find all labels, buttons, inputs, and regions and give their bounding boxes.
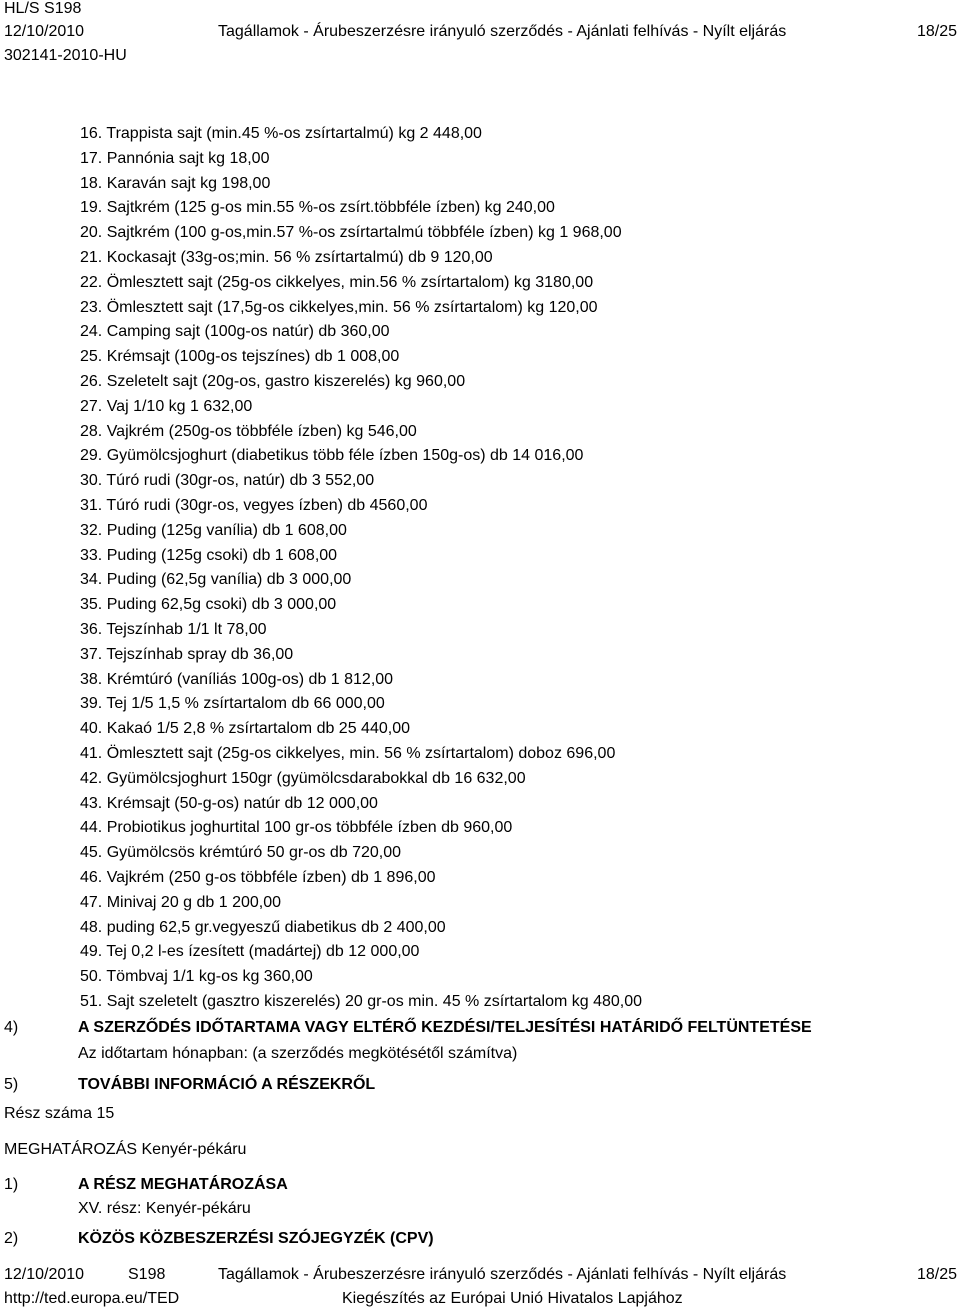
section-number: 4) <box>4 1019 19 1036</box>
list-item: 41. Ömlesztett sajt (25g-os cikkelyes, min. 56 % zsírtartalom) doboz 696,00 <box>80 744 616 762</box>
list-item: 17. Pannónia sajt kg 18,00 <box>80 149 270 167</box>
footer-page-number: 18/25 <box>916 1266 957 1283</box>
list-item: 25. Krémsajt (100g-os tejszínes) db 1 008,00 <box>80 348 400 366</box>
section-number: 2) <box>4 1230 19 1247</box>
ted-link[interactable]: http://ted.europa.eu/TED <box>4 1290 180 1307</box>
list-item: 40. Kakaó 1/5 2,8 % zsírtartalom db 25 440,00 <box>80 720 410 738</box>
footer-code: S198 <box>128 1266 166 1283</box>
list-item: 48. puding 62,5 gr.vegyeszű diabetikus db 2 400,00 <box>80 918 446 936</box>
list-item: 37. Tejszínhab spray db 36,00 <box>80 645 294 663</box>
list-item: 38. Krémtúró (vaníliás 100g-os) db 1 812,00 <box>80 670 394 688</box>
footer-title: Tagállamok - Árubeszerzésre irányuló szerződés - Ajánlati felhívás - Nyílt eljárás <box>218 1266 787 1283</box>
list-item: 20. Sajtkrém (100 g-os,min.57 %-os zsírtartalmú többféle ízben) kg 1 968,00 <box>80 224 622 242</box>
section-title: A SZERZŐDÉS IDŐTARTAMA VAGY ELTÉRŐ KEZDÉSI/TELJESÍTÉSI HATÁRIDŐ FELTÜNTETÉSE <box>78 1019 812 1036</box>
list-item: 28. Vajkrém (250g-os többféle ízben) kg 546,00 <box>80 422 417 440</box>
list-item: 47. Minivaj 20 g db 1 200,00 <box>80 893 282 911</box>
section-1-heading <box>0 1176 960 1198</box>
doc-code: HL/S S198 <box>4 0 82 17</box>
list-item: 35. Puding 62,5g csoki) db 3 000,00 <box>80 596 337 614</box>
section-5-heading <box>0 1076 960 1098</box>
definition-text: MEGHATÁROZÁS Kenyér-pékáru <box>4 1141 247 1158</box>
list-item: 36. Tejszínhab 1/1 lt 78,00 <box>80 620 267 638</box>
item-list <box>80 122 950 1015</box>
list-item: 19. Sajtkrém (125 g-os min.55 %-os zsírt.többféle ízben) kg 240,00 <box>80 199 555 217</box>
section-number: 1) <box>4 1176 19 1193</box>
duration-text: Az időtartam hónapban: (a szerződés megkötésétől számítva) <box>78 1045 518 1062</box>
section-2-heading <box>0 1230 960 1252</box>
page-header <box>0 0 960 72</box>
part-description: XV. rész: Kenyér-pékáru <box>78 1200 251 1217</box>
doc-id: 302141-2010-HU <box>4 47 127 64</box>
list-item: 45. Gyümölcsös krémtúró 50 gr-os db 720,00 <box>80 844 402 862</box>
list-item: 26. Szeletelt sajt (20g-os, gastro kiszerelés) kg 960,00 <box>80 372 466 390</box>
list-item: 42. Gyümölcsjoghurt 150gr (gyümölcsdarabokkal db 16 632,00 <box>80 769 526 787</box>
header-title: Tagállamok - Árubeszerzésre irányuló szerződés - Ajánlati felhívás - Nyílt eljárás <box>218 23 787 40</box>
list-item: 51. Sajt szeletelt (gasztro kiszerelés) 20 gr-os min. 45 % zsírtartalom kg 480,00 <box>80 992 643 1010</box>
header-page-number: 18/25 <box>916 23 957 40</box>
list-item: 50. Tömbvaj 1/1 kg-os kg 360,00 <box>80 968 313 986</box>
list-item: 18. Karaván sajt kg 198,00 <box>80 174 271 192</box>
section-title: TOVÁBBI INFORMÁCIÓ A RÉSZEKRŐL <box>78 1076 376 1093</box>
list-item: 23. Ömlesztett sajt (17,5g-os cikkelyes,min. 56 % zsírtartalom) kg 120,00 <box>80 298 598 316</box>
footer-supplement: Kiegészítés az Európai Unió Hivatalos Lapjához <box>342 1290 683 1307</box>
list-item: 24. Camping sajt (100g-os natúr) db 360,00 <box>80 323 390 341</box>
list-item: 31. Túró rudi (30gr-os, vegyes ízben) db 4560,00 <box>80 496 428 514</box>
section-number: 5) <box>4 1076 19 1093</box>
list-item: 16. Trappista sajt (min.45 %-os zsírtartalmú) kg 2 448,00 <box>80 125 482 142</box>
header-date: 12/10/2010 <box>4 23 85 40</box>
list-item: 32. Puding (125g vanília) db 1 608,00 <box>80 521 347 539</box>
list-item: 30. Túró rudi (30gr-os, natúr) db 3 552,00 <box>80 472 375 490</box>
list-item: 27. Vaj 1/10 kg 1 632,00 <box>80 397 253 415</box>
list-item: 39. Tej 1/5 1,5 % zsírtartalom db 66 000,00 <box>80 695 385 713</box>
section-title: A RÉSZ MEGHATÁROZÁSA <box>78 1176 288 1193</box>
section-4-heading <box>0 1019 960 1041</box>
list-item: 22. Ömlesztett sajt (25g-os cikkelyes, min.56 % zsírtartalom) kg 3180,00 <box>80 273 594 291</box>
list-item: 33. Puding (125g csoki) db 1 608,00 <box>80 546 338 564</box>
list-item: 43. Krémsajt (50-g-os) natúr db 12 000,00 <box>80 794 378 812</box>
list-item: 49. Tej 0,2 l-es ízesített (madártej) db 12 000,00 <box>80 943 420 961</box>
list-item: 44. Probiotikus joghurtital 100 gr-os többféle ízben db 960,00 <box>80 819 513 837</box>
list-item: 34. Puding (62,5g vanília) db 3 000,00 <box>80 571 352 589</box>
list-item: 46. Vajkrém (250 g-os többféle ízben) db 1 896,00 <box>80 868 436 886</box>
section-title: KÖZÖS KÖZBESZERZÉSI SZÓJEGYZÉK (CPV) <box>78 1230 434 1247</box>
footer-date: 12/10/2010 <box>4 1266 85 1283</box>
list-item: 29. Gyümölcsjoghurt (diabetikus több féle ízben 150g-os) db 14 016,00 <box>80 447 584 465</box>
list-item: 21. Kockasajt (33g-os;min. 56 % zsírtartalmú) db 9 120,00 <box>80 248 493 266</box>
part-number: Rész száma 15 <box>4 1105 115 1122</box>
